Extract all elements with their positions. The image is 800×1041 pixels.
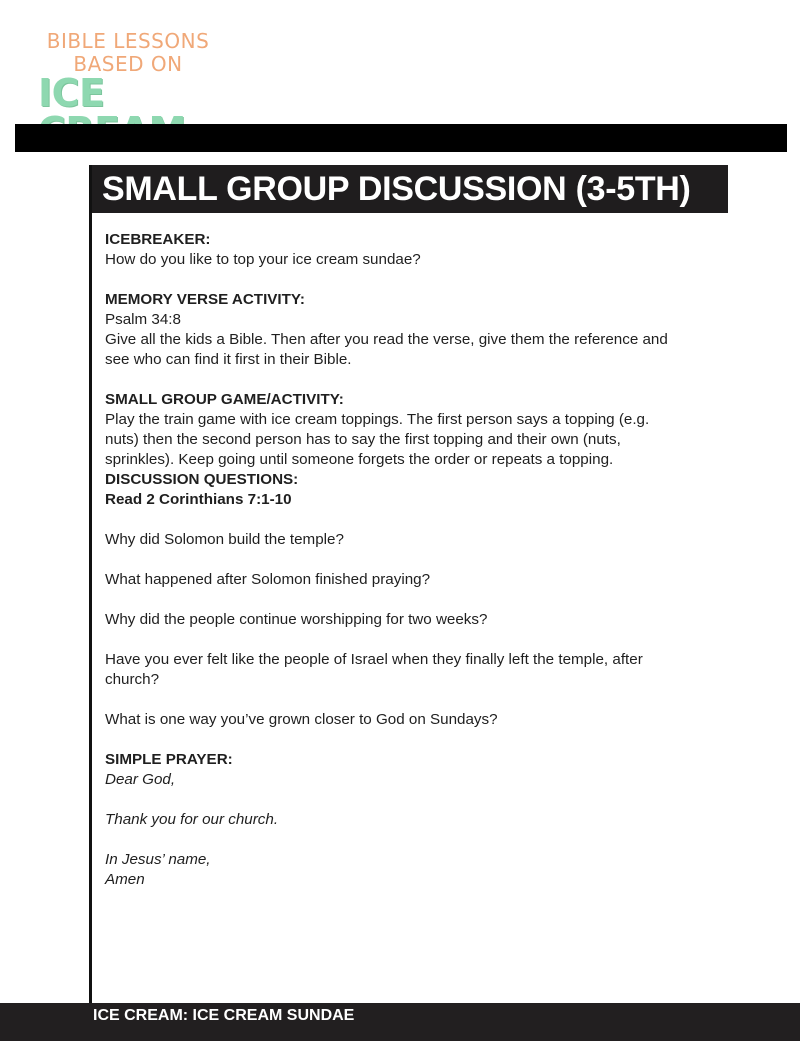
prayer-heading: SIMPLE PRAYER: bbox=[105, 751, 233, 768]
discussion-question: church? bbox=[105, 671, 160, 688]
icebreaker-heading: ICEBREAKER: bbox=[105, 231, 211, 248]
prayer-line: Dear God, bbox=[105, 771, 176, 788]
game-line: Play the train game with ice cream toppings. The first person says a topping (e.g. bbox=[105, 411, 650, 428]
header-bar bbox=[15, 124, 787, 152]
logo-line-3: ICE bbox=[38, 71, 105, 115]
memory-verse-line: Give all the kids a Bible. Then after you read the verse, give them the reference and bbox=[105, 331, 668, 348]
game-line: sprinkles). Keep going until someone forgets the order or repeats a topping. bbox=[105, 451, 614, 468]
game-line: nuts) then the second person has to say the first topping and their own (nuts, bbox=[105, 431, 621, 448]
left-rule bbox=[89, 165, 92, 1005]
memory-verse-heading: MEMORY VERSE ACTIVITY: bbox=[105, 291, 305, 308]
footer-text: ICE CREAM: ICE CREAM SUNDAE bbox=[93, 1007, 355, 1024]
prayer-line: Amen bbox=[105, 871, 145, 888]
discussion-heading: DISCUSSION QUESTIONS: bbox=[105, 471, 299, 488]
memory-verse-line: see who can find it first in their Bible. bbox=[105, 351, 352, 368]
page-title: SMALL GROUP DISCUSSION (3-5TH) bbox=[102, 170, 691, 208]
logo-line-2: BASED ON bbox=[73, 52, 183, 76]
discussion-question: Why did the people continue worshipping for two weeks? bbox=[105, 611, 488, 628]
discussion-question: Why did Solomon build the temple? bbox=[105, 531, 344, 548]
discussion-question: What is one way you’ve grown closer to God on Sundays? bbox=[105, 711, 498, 728]
memory-verse-reference: Psalm 34:8 bbox=[105, 311, 181, 328]
discussion-question: Have you ever felt like the people of Israel when they finally left the temple, after bbox=[105, 651, 643, 668]
prayer-line: In Jesus’ name, bbox=[105, 851, 211, 868]
game-heading: SMALL GROUP GAME/ACTIVITY: bbox=[105, 391, 344, 408]
lesson-content bbox=[105, 230, 725, 890]
icebreaker-text: How do you like to top your ice cream sundae? bbox=[105, 251, 421, 268]
logo-line-1: BIBLE LESSONS bbox=[46, 29, 210, 53]
discussion-reading: Read 2 Corinthians 7:1-10 bbox=[105, 491, 292, 508]
prayer-line: Thank you for our church. bbox=[105, 811, 279, 828]
discussion-question: What happened after Solomon finished praying? bbox=[105, 571, 431, 588]
